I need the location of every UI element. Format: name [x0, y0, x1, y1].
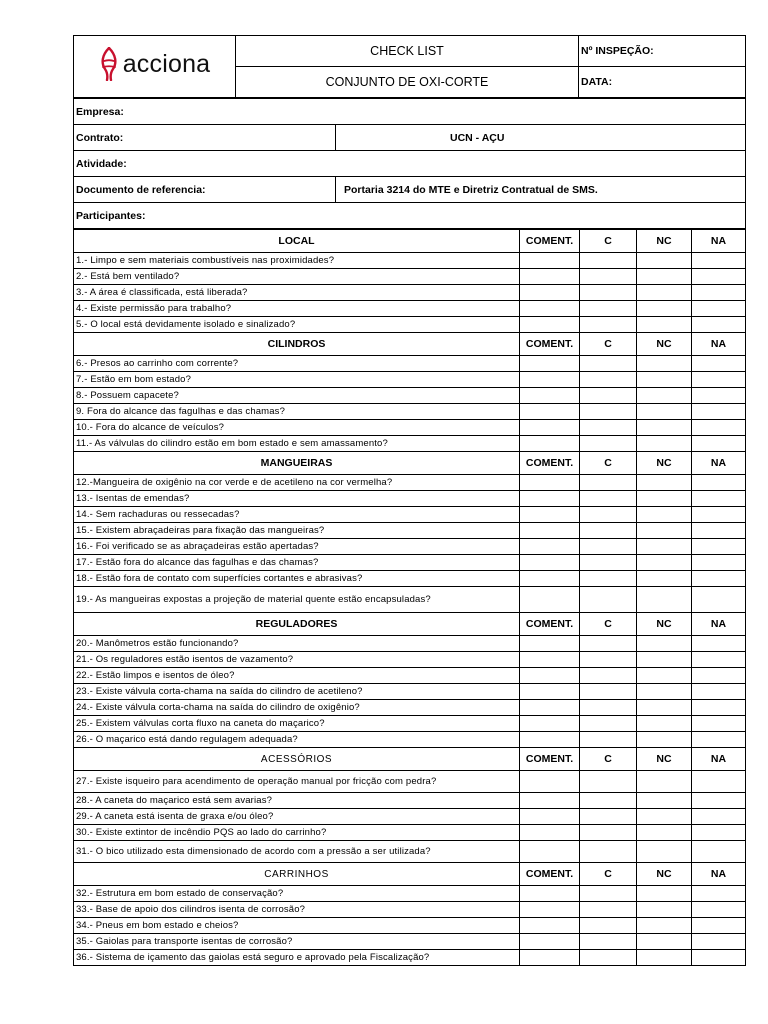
question-text: 13.- Isentas de emendas?: [74, 491, 520, 507]
question-text: 5.- O local está devidamente isolado e sinalizado?: [74, 317, 520, 333]
atividade-label[interactable]: Atividade:: [74, 151, 746, 177]
nc-cell[interactable]: [637, 902, 692, 918]
question-text: 22.- Estão limpos e isentos de óleo?: [74, 668, 520, 684]
coment-cell[interactable]: [520, 555, 580, 571]
section-header: [74, 333, 746, 356]
checklist-row: [74, 636, 746, 652]
column-header-c: C: [580, 863, 637, 886]
na-cell[interactable]: [692, 356, 746, 372]
nc-cell[interactable]: [637, 668, 692, 684]
coment-cell[interactable]: [520, 269, 580, 285]
c-cell[interactable]: [580, 668, 637, 684]
section-title: LOCAL: [74, 230, 520, 253]
nc-cell[interactable]: [637, 372, 692, 388]
coment-cell[interactable]: [520, 507, 580, 523]
column-header-coment: COMENT.: [520, 230, 580, 253]
nc-cell[interactable]: [637, 539, 692, 555]
nc-cell[interactable]: [637, 652, 692, 668]
column-header-nc: NC: [637, 333, 692, 356]
c-cell[interactable]: [580, 285, 637, 301]
data-label[interactable]: DATA:: [579, 67, 746, 98]
c-cell[interactable]: [580, 475, 637, 491]
c-cell[interactable]: [580, 356, 637, 372]
section-title: MANGUEIRAS: [74, 452, 520, 475]
nc-cell[interactable]: [637, 269, 692, 285]
column-header-na: NA: [692, 333, 746, 356]
coment-cell[interactable]: [520, 902, 580, 918]
inspecao-label[interactable]: Nº INSPEÇÃO:: [579, 36, 746, 67]
na-cell[interactable]: [692, 507, 746, 523]
nc-cell[interactable]: [637, 636, 692, 652]
c-cell[interactable]: [580, 793, 637, 809]
checklist-row: [74, 652, 746, 668]
c-cell[interactable]: [580, 934, 637, 950]
column-header-coment: COMENT.: [520, 452, 580, 475]
c-cell[interactable]: [580, 652, 637, 668]
acciona-leaf-icon: [99, 47, 119, 81]
coment-cell[interactable]: [520, 950, 580, 966]
column-header-c: C: [580, 333, 637, 356]
coment-cell[interactable]: [520, 716, 580, 732]
checklist-row: [74, 301, 746, 317]
section-title: REGULADORES: [74, 613, 520, 636]
nc-cell[interactable]: [637, 388, 692, 404]
coment-cell[interactable]: [520, 684, 580, 700]
participantes-label[interactable]: Participantes:: [74, 203, 746, 229]
checklist-row: [74, 732, 746, 748]
contrato-label: Contrato:: [74, 125, 336, 151]
nc-cell[interactable]: [637, 285, 692, 301]
na-cell[interactable]: [692, 388, 746, 404]
question-text: 27.- Existe isqueiro para acendimento de operação manual por fricção com pedra?: [74, 771, 520, 793]
header-table: [73, 35, 746, 98]
checklist-row: [74, 793, 746, 809]
na-cell[interactable]: [692, 317, 746, 333]
nc-cell[interactable]: [637, 420, 692, 436]
checklist-row: [74, 587, 746, 613]
nc-cell[interactable]: [637, 700, 692, 716]
c-cell[interactable]: [580, 253, 637, 269]
na-cell[interactable]: [692, 301, 746, 317]
question-text: 1.- Limpo e sem materiais combustíveis nas proximidades?: [74, 253, 520, 269]
checklist-row: [74, 809, 746, 825]
coment-cell[interactable]: [520, 420, 580, 436]
coment-cell[interactable]: [520, 285, 580, 301]
column-header-c: C: [580, 748, 637, 771]
nc-cell[interactable]: [637, 301, 692, 317]
question-text: 8.- Possuem capacete?: [74, 388, 520, 404]
nc-cell[interactable]: [637, 491, 692, 507]
na-cell[interactable]: [692, 700, 746, 716]
na-cell[interactable]: [692, 934, 746, 950]
question-text: 23.- Existe válvula corta-chama na saída do cilindro de acetileno?: [74, 684, 520, 700]
na-cell[interactable]: [692, 269, 746, 285]
checklist-row: [74, 269, 746, 285]
coment-cell[interactable]: [520, 918, 580, 934]
na-cell[interactable]: [692, 539, 746, 555]
nc-cell[interactable]: [637, 587, 692, 613]
coment-cell[interactable]: [520, 825, 580, 841]
coment-cell[interactable]: [520, 587, 580, 613]
column-header-coment: COMENT.: [520, 333, 580, 356]
question-text: 36.- Sistema de içamento das gaiolas está seguro e aprovado pela Fiscalização?: [74, 950, 520, 966]
section-header: [74, 748, 746, 771]
coment-cell[interactable]: [520, 700, 580, 716]
checklist-row: [74, 475, 746, 491]
documento-label: Documento de referencia:: [74, 177, 336, 203]
brand-name: acciona: [122, 49, 211, 78]
title-line1: CHECK LIST: [236, 36, 579, 67]
c-cell[interactable]: [580, 809, 637, 825]
c-cell[interactable]: [580, 716, 637, 732]
coment-cell[interactable]: [520, 539, 580, 555]
coment-cell[interactable]: [520, 436, 580, 452]
c-cell[interactable]: [580, 587, 637, 613]
c-cell[interactable]: [580, 269, 637, 285]
checklist-table: [73, 229, 746, 966]
c-cell[interactable]: [580, 372, 637, 388]
c-cell[interactable]: [580, 950, 637, 966]
nc-cell[interactable]: [637, 934, 692, 950]
na-cell[interactable]: [692, 825, 746, 841]
nc-cell[interactable]: [637, 404, 692, 420]
question-text: 30.- Existe extintor de incêndio PQS ao lado do carrinho?: [74, 825, 520, 841]
question-text: 16.- Foi verificado se as abraçadeiras estão apertadas?: [74, 539, 520, 555]
contrato-value[interactable]: UCN - AÇU: [336, 125, 746, 151]
checklist-row: [74, 825, 746, 841]
column-header-nc: NC: [637, 748, 692, 771]
question-text: 3.- A área é classificada, está liberada?: [74, 285, 520, 301]
checklist-row: [74, 523, 746, 539]
question-text: 26.- O maçarico está dando regulagem adequada?: [74, 732, 520, 748]
coment-cell[interactable]: [520, 934, 580, 950]
checklist-row: [74, 356, 746, 372]
na-cell[interactable]: [692, 841, 746, 863]
checklist-row: [74, 841, 746, 863]
na-cell[interactable]: [692, 684, 746, 700]
column-header-nc: NC: [637, 863, 692, 886]
checklist-row: [74, 934, 746, 950]
checklist-row: [74, 372, 746, 388]
column-header-na: NA: [692, 748, 746, 771]
checklist-row: [74, 571, 746, 587]
question-text: 19.- As mangueiras expostas a projeção de material quente estão encapsuladas?: [74, 587, 520, 613]
empresa-label[interactable]: Empresa:: [74, 99, 746, 125]
nc-cell[interactable]: [637, 253, 692, 269]
checklist-row: [74, 420, 746, 436]
nc-cell[interactable]: [637, 918, 692, 934]
c-cell[interactable]: [580, 841, 637, 863]
na-cell[interactable]: [692, 732, 746, 748]
column-header-na: NA: [692, 452, 746, 475]
na-cell[interactable]: [692, 587, 746, 613]
coment-cell[interactable]: [520, 475, 580, 491]
question-text: 31.- O bico utilizado esta dimensionado de acordo com a pressão a ser utilizada?: [74, 841, 520, 863]
c-cell[interactable]: [580, 771, 637, 793]
checklist-row: [74, 404, 746, 420]
question-text: 17.- Estão fora do alcance das fagulhas e das chamas?: [74, 555, 520, 571]
nc-cell[interactable]: [637, 523, 692, 539]
nc-cell[interactable]: [637, 317, 692, 333]
na-cell[interactable]: [692, 652, 746, 668]
question-text: 11.- As válvulas do cilindro estão em bom estado e sem amassamento?: [74, 436, 520, 452]
column-header-coment: COMENT.: [520, 748, 580, 771]
nc-cell[interactable]: [637, 825, 692, 841]
checklist-row: [74, 700, 746, 716]
section-header: [74, 230, 746, 253]
na-cell[interactable]: [692, 555, 746, 571]
column-header-nc: NC: [637, 230, 692, 253]
column-header-c: C: [580, 613, 637, 636]
nc-cell[interactable]: [637, 841, 692, 863]
column-header-na: NA: [692, 863, 746, 886]
checklist-row: [74, 539, 746, 555]
c-cell[interactable]: [580, 436, 637, 452]
question-text: 12.-Mangueira de oxigênio na cor verde e de acetileno na cor vermelha?: [74, 475, 520, 491]
na-cell[interactable]: [692, 716, 746, 732]
checklist-row: [74, 285, 746, 301]
question-text: 18.- Estão fora de contato com superfícies cortantes e abrasivas?: [74, 571, 520, 587]
column-header-na: NA: [692, 230, 746, 253]
checklist-row: [74, 388, 746, 404]
question-text: 34.- Pneus em bom estado e cheios?: [74, 918, 520, 934]
coment-cell[interactable]: [520, 571, 580, 587]
question-text: 25.- Existem válvulas corta fluxo na caneta do maçarico?: [74, 716, 520, 732]
na-cell[interactable]: [692, 771, 746, 793]
c-cell[interactable]: [580, 404, 637, 420]
acciona-logo: [99, 47, 211, 81]
question-text: 32.- Estrutura em bom estado de conservação?: [74, 886, 520, 902]
na-cell[interactable]: [692, 372, 746, 388]
question-text: 6.- Presos ao carrinho com corrente?: [74, 356, 520, 372]
nc-cell[interactable]: [637, 475, 692, 491]
coment-cell[interactable]: [520, 732, 580, 748]
na-cell[interactable]: [692, 420, 746, 436]
checklist-row: [74, 317, 746, 333]
question-text: 28.- A caneta do maçarico está sem avarias?: [74, 793, 520, 809]
section-header: [74, 863, 746, 886]
section-title: CILINDROS: [74, 333, 520, 356]
checklist-row: [74, 555, 746, 571]
nc-cell[interactable]: [637, 555, 692, 571]
checklist-row: [74, 507, 746, 523]
question-text: 9. Fora do alcance das fagulhas e das chamas?: [74, 404, 520, 420]
section-header: [74, 452, 746, 475]
checklist-body: [74, 230, 746, 966]
coment-cell[interactable]: [520, 841, 580, 863]
nc-cell[interactable]: [637, 950, 692, 966]
nc-cell[interactable]: [637, 732, 692, 748]
nc-cell[interactable]: [637, 809, 692, 825]
c-cell[interactable]: [580, 700, 637, 716]
section-title: CARRINHOS: [74, 863, 520, 886]
c-cell[interactable]: [580, 555, 637, 571]
coment-cell[interactable]: [520, 491, 580, 507]
coment-cell[interactable]: [520, 404, 580, 420]
column-header-c: C: [580, 452, 637, 475]
documento-value[interactable]: Portaria 3214 do MTE e Diretriz Contratual de SMS.: [336, 177, 746, 203]
na-cell[interactable]: [692, 902, 746, 918]
na-cell[interactable]: [692, 950, 746, 966]
question-text: 14.- Sem rachaduras ou ressecadas?: [74, 507, 520, 523]
coment-cell[interactable]: [520, 253, 580, 269]
checklist-row: [74, 491, 746, 507]
question-text: 35.- Gaiolas para transporte isentas de corrosão?: [74, 934, 520, 950]
coment-cell[interactable]: [520, 771, 580, 793]
nc-cell[interactable]: [637, 684, 692, 700]
coment-cell[interactable]: [520, 886, 580, 902]
section-title: ACESSÓRIOS: [74, 748, 520, 771]
checklist-row: [74, 668, 746, 684]
info-table: [73, 98, 746, 229]
checklist-row: [74, 253, 746, 269]
na-cell[interactable]: [692, 793, 746, 809]
na-cell[interactable]: [692, 636, 746, 652]
question-text: 33.- Base de apoio dos cilindros isenta de corrosão?: [74, 902, 520, 918]
question-text: 20.- Manômetros estão funcionando?: [74, 636, 520, 652]
c-cell[interactable]: [580, 317, 637, 333]
c-cell[interactable]: [580, 539, 637, 555]
coment-cell[interactable]: [520, 388, 580, 404]
coment-cell[interactable]: [520, 317, 580, 333]
c-cell[interactable]: [580, 886, 637, 902]
checklist-row: [74, 436, 746, 452]
question-text: 24.- Existe válvula corta-chama na saída do cilindro de oxigênio?: [74, 700, 520, 716]
na-cell[interactable]: [692, 571, 746, 587]
c-cell[interactable]: [580, 388, 637, 404]
nc-cell[interactable]: [637, 886, 692, 902]
na-cell[interactable]: [692, 253, 746, 269]
nc-cell[interactable]: [637, 507, 692, 523]
title-line2: CONJUNTO DE OXI-CORTE: [236, 67, 579, 98]
nc-cell[interactable]: [637, 436, 692, 452]
nc-cell[interactable]: [637, 771, 692, 793]
na-cell[interactable]: [692, 436, 746, 452]
checklist-row: [74, 886, 746, 902]
column-header-coment: COMENT.: [520, 613, 580, 636]
na-cell[interactable]: [692, 285, 746, 301]
checklist-row: [74, 902, 746, 918]
checklist-row: [74, 716, 746, 732]
c-cell[interactable]: [580, 732, 637, 748]
checklist-row: [74, 684, 746, 700]
c-cell[interactable]: [580, 420, 637, 436]
coment-cell[interactable]: [520, 301, 580, 317]
nc-cell[interactable]: [637, 716, 692, 732]
na-cell[interactable]: [692, 523, 746, 539]
nc-cell[interactable]: [637, 356, 692, 372]
checklist-row: [74, 918, 746, 934]
coment-cell[interactable]: [520, 356, 580, 372]
c-cell[interactable]: [580, 507, 637, 523]
question-text: 21.- Os reguladores estão isentos de vazamento?: [74, 652, 520, 668]
logo-cell: [74, 36, 236, 98]
coment-cell[interactable]: [520, 668, 580, 684]
coment-cell[interactable]: [520, 636, 580, 652]
question-text: 10.- Fora do alcance de veículos?: [74, 420, 520, 436]
na-cell[interactable]: [692, 491, 746, 507]
c-cell[interactable]: [580, 491, 637, 507]
coment-cell[interactable]: [520, 523, 580, 539]
c-cell[interactable]: [580, 523, 637, 539]
column-header-nc: NC: [637, 613, 692, 636]
na-cell[interactable]: [692, 809, 746, 825]
section-header: [74, 613, 746, 636]
column-header-na: NA: [692, 613, 746, 636]
question-text: 7.- Estão em bom estado?: [74, 372, 520, 388]
coment-cell[interactable]: [520, 372, 580, 388]
c-cell[interactable]: [580, 636, 637, 652]
c-cell[interactable]: [580, 918, 637, 934]
na-cell[interactable]: [692, 404, 746, 420]
coment-cell[interactable]: [520, 652, 580, 668]
c-cell[interactable]: [580, 301, 637, 317]
column-header-coment: COMENT.: [520, 863, 580, 886]
question-text: 15.- Existem abraçadeiras para fixação das mangueiras?: [74, 523, 520, 539]
na-cell[interactable]: [692, 668, 746, 684]
coment-cell[interactable]: [520, 793, 580, 809]
c-cell[interactable]: [580, 902, 637, 918]
na-cell[interactable]: [692, 886, 746, 902]
column-header-c: C: [580, 230, 637, 253]
na-cell[interactable]: [692, 475, 746, 491]
question-text: 2.- Está bem ventilado?: [74, 269, 520, 285]
coment-cell[interactable]: [520, 809, 580, 825]
nc-cell[interactable]: [637, 571, 692, 587]
nc-cell[interactable]: [637, 793, 692, 809]
c-cell[interactable]: [580, 571, 637, 587]
checklist-row: [74, 950, 746, 966]
column-header-nc: NC: [637, 452, 692, 475]
na-cell[interactable]: [692, 918, 746, 934]
checklist-sheet: [73, 35, 745, 966]
c-cell[interactable]: [580, 825, 637, 841]
question-text: 29.- A caneta está isenta de graxa e/ou óleo?: [74, 809, 520, 825]
c-cell[interactable]: [580, 684, 637, 700]
question-text: 4.- Existe permissão para trabalho?: [74, 301, 520, 317]
checklist-row: [74, 771, 746, 793]
